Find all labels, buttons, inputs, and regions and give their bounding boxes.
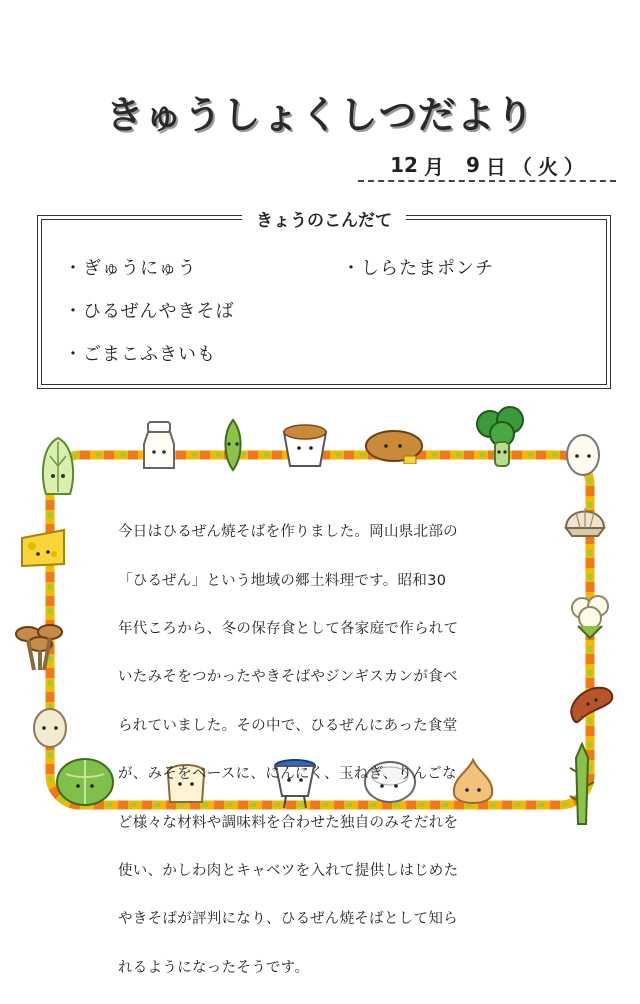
date-day-unit: 日 xyxy=(485,154,506,179)
lettuce-icon xyxy=(54,756,116,808)
egg-icon xyxy=(564,432,602,478)
menu-item-shiratama-punch: ・しらたまポンチ xyxy=(342,258,494,279)
menu-box xyxy=(37,211,611,389)
article-line: いたみそをつかったやきそばやジンギスカンが食べ xyxy=(118,669,458,686)
cauliflower-icon xyxy=(568,592,612,640)
menu-item-hiruzen-yakisoba: ・ひるぜんやきそば xyxy=(64,301,235,322)
date-month-unit: 月 xyxy=(423,154,444,179)
article-line: 「ひるぜん」という地域の郷土料理です。昭和30 xyxy=(118,572,447,589)
date-day: 9 xyxy=(465,153,480,177)
article-line: が、みそをベースに、にんにく、玉ねぎ、りんごな xyxy=(118,766,457,783)
asparagus-icon xyxy=(562,742,602,826)
article-line: やきそばが評判になり、ひるぜん焼そばとして知ら xyxy=(118,911,458,928)
broccoli-icon xyxy=(474,406,530,470)
sausage-icon xyxy=(566,682,618,726)
milk-bottle-icon xyxy=(138,418,182,474)
date-close-paren: ） xyxy=(563,154,584,179)
date-line xyxy=(358,150,616,182)
article-text xyxy=(118,496,558,1004)
article-line: られていました。その中で、ひるぜんにあった食堂 xyxy=(118,717,458,734)
cabbage-icon xyxy=(36,436,80,498)
natto-icon xyxy=(280,420,330,474)
menu-item-milk: ・ぎゅうにゅう xyxy=(64,258,197,279)
article-line: れるようになったそうです。 xyxy=(118,959,310,976)
article-line: 使い、かしわ肉とキャベツを入れて提供しはじめた xyxy=(118,863,459,880)
bread-icon xyxy=(364,428,424,464)
okra-icon xyxy=(218,418,248,472)
mushroom-icon xyxy=(10,620,70,676)
article-line: 今日はひるぜん焼そばを作りました。岡山県北部の xyxy=(118,524,458,541)
date-open-paren: （ xyxy=(511,154,532,179)
cheese-icon xyxy=(18,524,68,572)
menu-title-label: きょうのこんだて xyxy=(242,211,406,231)
potato-icon xyxy=(30,706,70,750)
date-weekday: 火 xyxy=(537,154,558,179)
menu-item-goma-kofuki-imo: ・ごまこふきいも xyxy=(64,344,216,365)
newsletter-title: きゅうしょくしつだより xyxy=(105,93,535,137)
menu-inner-border xyxy=(41,211,607,385)
clam-icon xyxy=(562,500,608,544)
menu-title xyxy=(42,206,606,231)
date-month: 12 xyxy=(390,153,418,177)
article-line: 年代ころから、冬の保存食として各家庭で作られて xyxy=(118,621,459,638)
article-line: ど様々な材料や調味料を合わせた独自のみそだれを xyxy=(118,814,459,831)
